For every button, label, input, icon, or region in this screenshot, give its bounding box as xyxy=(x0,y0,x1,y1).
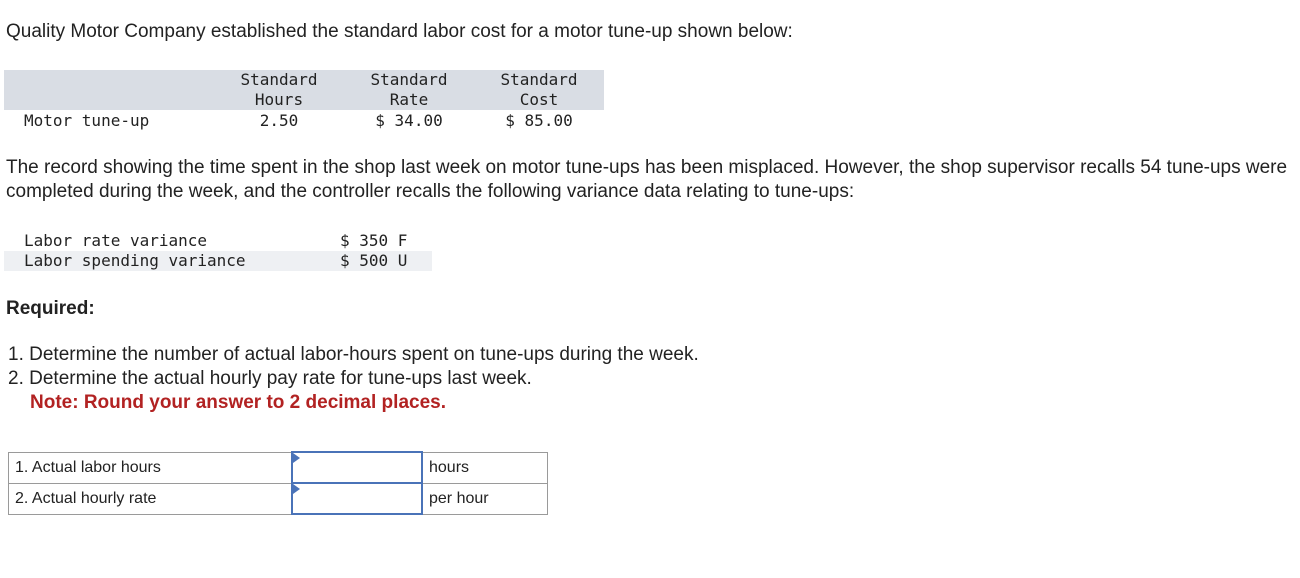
table-row xyxy=(9,452,548,483)
row-standard-cost: $ 85.00 xyxy=(505,111,573,130)
header-cost-line2: Cost xyxy=(519,90,559,109)
row-standard-hours: 2.50 xyxy=(259,111,299,130)
standard-cost-header xyxy=(4,70,604,110)
variance-label: Labor spending variance xyxy=(24,251,246,270)
answer-label: 2. Actual hourly rate xyxy=(9,483,293,514)
table-row xyxy=(4,110,604,132)
answer-table xyxy=(8,451,548,515)
answer-input-cell xyxy=(292,483,422,514)
scenario-paragraph: The record showing the time spent in the shop last week on motor tune-ups has been misplaced. However, the shop supervisor recalls 54 tune-ups were completed during the week, and the controller recalls the following variance data relating to tune-ups: xyxy=(6,157,1288,202)
input-marker-icon xyxy=(293,453,300,463)
required-list xyxy=(8,343,699,415)
variance-table xyxy=(4,231,432,271)
table-row xyxy=(9,483,548,514)
row-label: Motor tune-up xyxy=(24,111,150,130)
required-heading: Required: xyxy=(6,298,95,319)
header-rate-line2: Rate xyxy=(389,90,429,109)
answer-unit: hours xyxy=(422,452,548,483)
actual-hourly-rate-input[interactable] xyxy=(293,485,421,512)
header-standard-cost xyxy=(479,70,599,110)
row-standard-rate: $ 34.00 xyxy=(375,111,443,130)
standard-cost-table xyxy=(4,70,604,132)
intro-text: Quality Motor Company established the standard labor cost for a motor tune-up shown below: xyxy=(6,21,793,42)
variance-label: Labor rate variance xyxy=(24,231,208,250)
rounding-note: Note: Round your answer to 2 decimal places. xyxy=(30,392,446,413)
required-item: 1. Determine the number of actual labor-hours spent on tune-ups during the week. xyxy=(8,344,699,365)
variance-value: $ 500 U xyxy=(340,251,408,270)
header-rate-line1: Standard xyxy=(370,70,448,89)
input-marker-icon xyxy=(293,484,300,494)
variance-row xyxy=(4,231,432,251)
header-hours-line2: Hours xyxy=(254,90,304,109)
header-cost-line1: Standard xyxy=(500,70,578,89)
header-hours-line1: Standard xyxy=(240,70,318,89)
header-standard-hours xyxy=(219,70,339,110)
actual-labor-hours-input[interactable] xyxy=(293,454,421,481)
answer-input-cell xyxy=(292,452,422,483)
answer-label: 1. Actual labor hours xyxy=(9,452,293,483)
answer-unit: per hour xyxy=(422,483,548,514)
header-standard-rate xyxy=(349,70,469,110)
variance-value: $ 350 F xyxy=(340,231,408,250)
variance-row xyxy=(4,251,432,271)
required-item: 2. Determine the actual hourly pay rate for tune-ups last week. xyxy=(8,368,532,389)
